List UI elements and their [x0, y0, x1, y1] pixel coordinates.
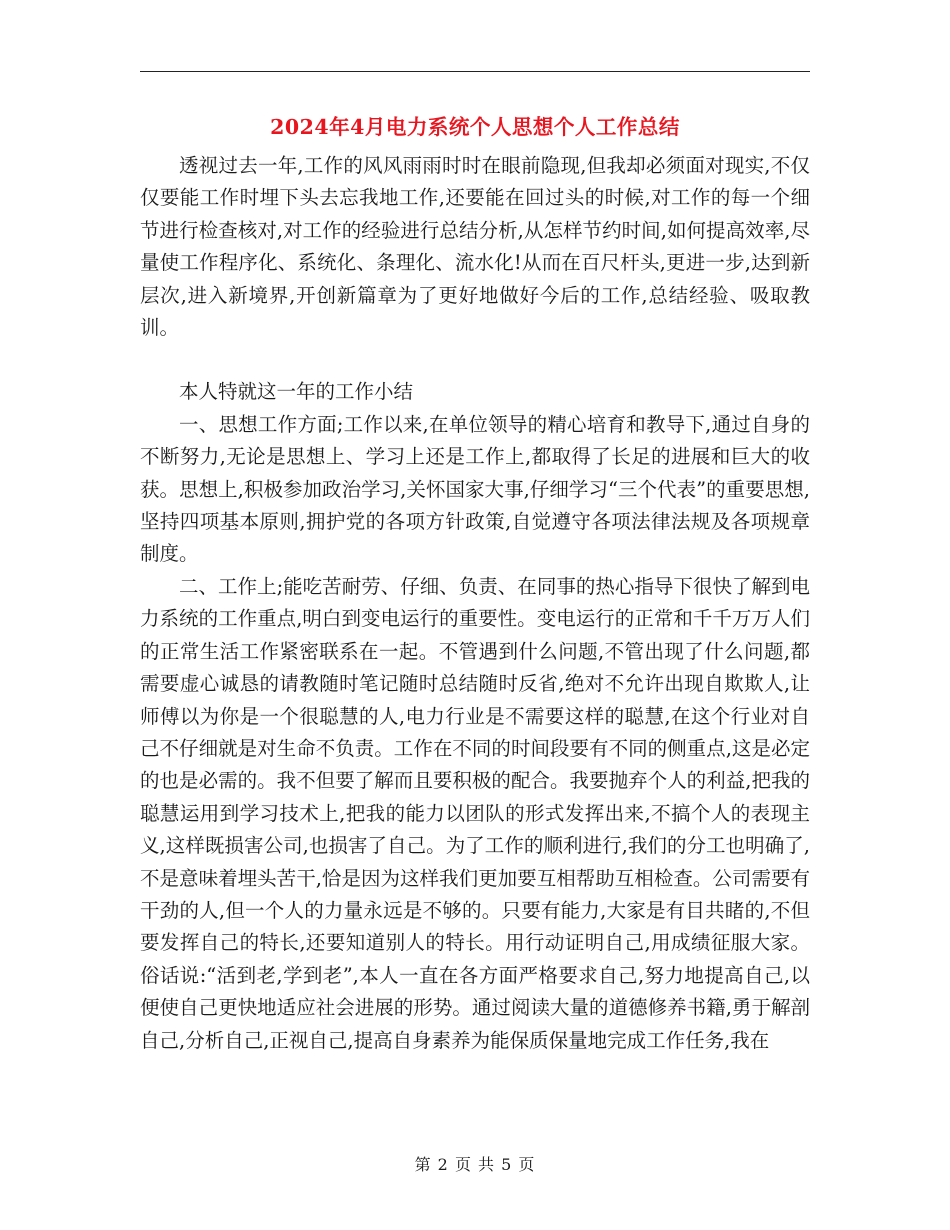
- paragraph-work: 二、工作上;能吃苦耐劳、仔细、负责、在同事的热心指导下很快了解到电力系统的工作重点,明白到变电运行的重要性。变电运行的正常和千千万万人们的正常生活工作紧密联系在一起。不管遇到什么问题,不管出现了什么问题,都需要虚心诚恳的请教随时笔记随时总结随时反省,绝对不允许出现自欺欺人,让师傅以为你是一个很聪慧的人,电力行业是不需要这样的聪慧,在这个行业对自己不仔细就是对生命不负责。工作在不同的时间段要有不同的侧重点,这是必定的也是必需的。我不但要了解而且要积极的配合。我要抛弃个人的利益,把我的聪慧运用到学习技术上,把我的能力以团队的形式发挥出来,不搞个人的表现主义,这样既损害公司,也损害了自己。为了工作的顺利进行,我们的分工也明确了,不是意味着埋头苦干,恰是因为这样我们更加要互相帮助互相检查。公司需要有干劲的人,但一个人的力量永远是不够的。只要有能力,大家是有目共睹的,不但要发挥自己的特长,还要知道别人的特长。用行动证明自己,用成绩征服大家。俗话说:“活到老,学到老”,本人一直在各方面严格要求自己,努力地提高自己,以便使自己更快地适应社会进展的形势。通过阅读大量的道德修养书籍,勇于解剖自己,分析自己,正视自己,提高自身素养为能保质保量地完成工作任务,我在: [140, 574, 810, 1052]
- paragraph-intro: 透视过去一年,工作的风风雨雨时时在眼前隐现,但我却必须面对现实,不仅仅要能工作时埋下头去忘我地工作,还要能在回过头的时候,对工作的每一个细节进行检查核对,对工作的经验进行总结分析,从怎样节约时间,如何提高效率,尽量使工作程序化、系统化、条理化、流水化!从而在百尺杆头,更进一步,达到新层次,进入新境界,开创新篇章为了更好地做好今后的工作,总结经验、吸取教训。: [140, 154, 810, 340]
- document-body: [140, 150, 810, 1057]
- header-rule: [140, 71, 810, 72]
- page-number: 第 2 页 共 5 页: [414, 1155, 536, 1174]
- paragraph-summary-heading: 本人特就这一年的工作小结: [179, 380, 414, 404]
- document-title: 2024年4月电力系统个人思想个人工作总结: [270, 115, 680, 139]
- paragraph-thought-work: 一、思想工作方面;工作以来,在单位领导的精心培育和教导下,通过自身的不断努力,无论是思想上、学习上还是工作上,都取得了长足的进展和巨大的收获。思想上,积极参加政治学习,关怀国家大事,仔细学习“三个代表”的重要思想,坚持四项基本原则,拥护党的各项方针政策,自觉遵守各项法律法规及各项规章制度。: [140, 412, 810, 566]
